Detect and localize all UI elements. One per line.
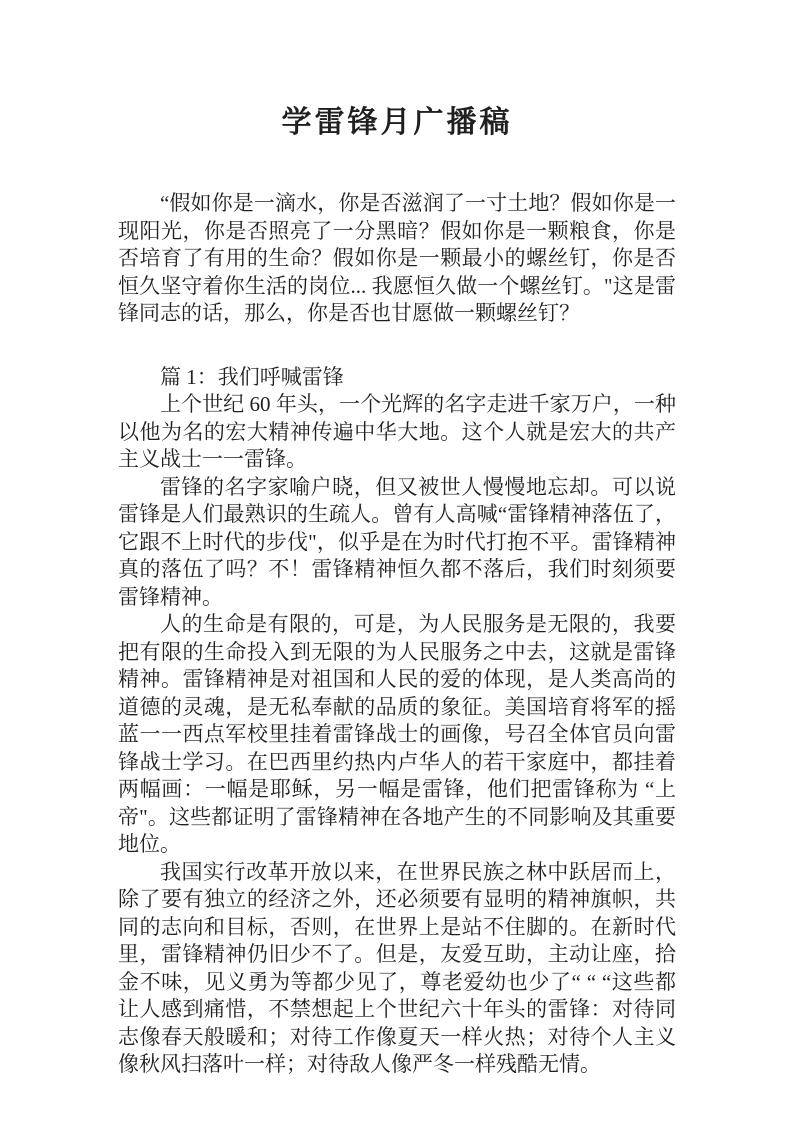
paragraph-reform-era: 我国实行改革开放以来，在世界民族之林中跃居而上，除了要有独立的经济之外，还必须要有显明的精神旗帜，共同的志向和目标，否则，在世界上是站不住脚的。在新时代里，雷锋精神仍旧少不了。但是，友爱互助，主动让座，拾金不味，见义勇为等都少见了，尊老爱幼也少了“ “ “这些都让人感到痛惜，不禁想起上个世纪六十年头的雷锋：对待同志像春天般暖和；对待工作像夏天一样火热；对待个人主义像秋风扫落叶一样；对待敌人像严冬一样残酷无情。 bbox=[118, 859, 676, 1076]
paragraph-lei-feng-intro: 上个世纪 60 年头，一个光辉的名字走进千家万户，一种以他为名的宏大精神传遍中华大地。这个人就是宏大的共产主义战士一一雷锋。 bbox=[118, 392, 676, 471]
document-title: 学雷锋月广播稿 bbox=[281, 106, 513, 139]
paragraph-limited-life: 人的生命是有限的，可是，为人民服务是无限的，我要把有限的生命投入到无限的为人民服务之中去，这就是雷锋精神。雷锋精神是对祖国和人民的爱的体现，是人类高尚的道德的灵魂，是无私奉献的品质的象征。美国培育将军的摇蓝一一西点军校里挂着雷锋战士的画像，号召全体官员向雷锋战士学习。在巴西里约热内卢华人的若干家庭中，都挂着两幅画：一幅是耶稣，另一幅是雷锋，他们把雷锋称为 “上帝"。这些都证明了雷锋精神在各地产生的不同影响及其重要地位。 bbox=[118, 612, 676, 856]
paragraph-opening-quote: “假如你是一滴水，你是否滋润了一寸土地？假如你是一现阳光，你是否照亮了一分黑暗？假如你是一颗粮食，你是否培育了有用的生命？假如你是一颗最小的螺丝钉，你是否恒久坚守着你生活的岗位... 我愿恒久做一个螺丝钉。"这是雷锋同志的话，那么，你是否也甘愿做一颗螺丝钉？ bbox=[118, 191, 676, 325]
section-heading: 篇 1：我们呼喊雷锋 bbox=[160, 364, 344, 389]
paragraph-spirit-outdated: 雷锋的名字家喻户晓，但又被世人慢慢地忘却。可以说雷锋是人们最熟识的生疏人。曾有人高喊“雷锋精神落伍了，它跟不上时代的步伐"，似乎是在为时代打抱不平。雷锋精神真的落伍了吗？不！雷锋精神恒久都不落后，我们时刻须要雷锋精神。 bbox=[118, 474, 676, 609]
